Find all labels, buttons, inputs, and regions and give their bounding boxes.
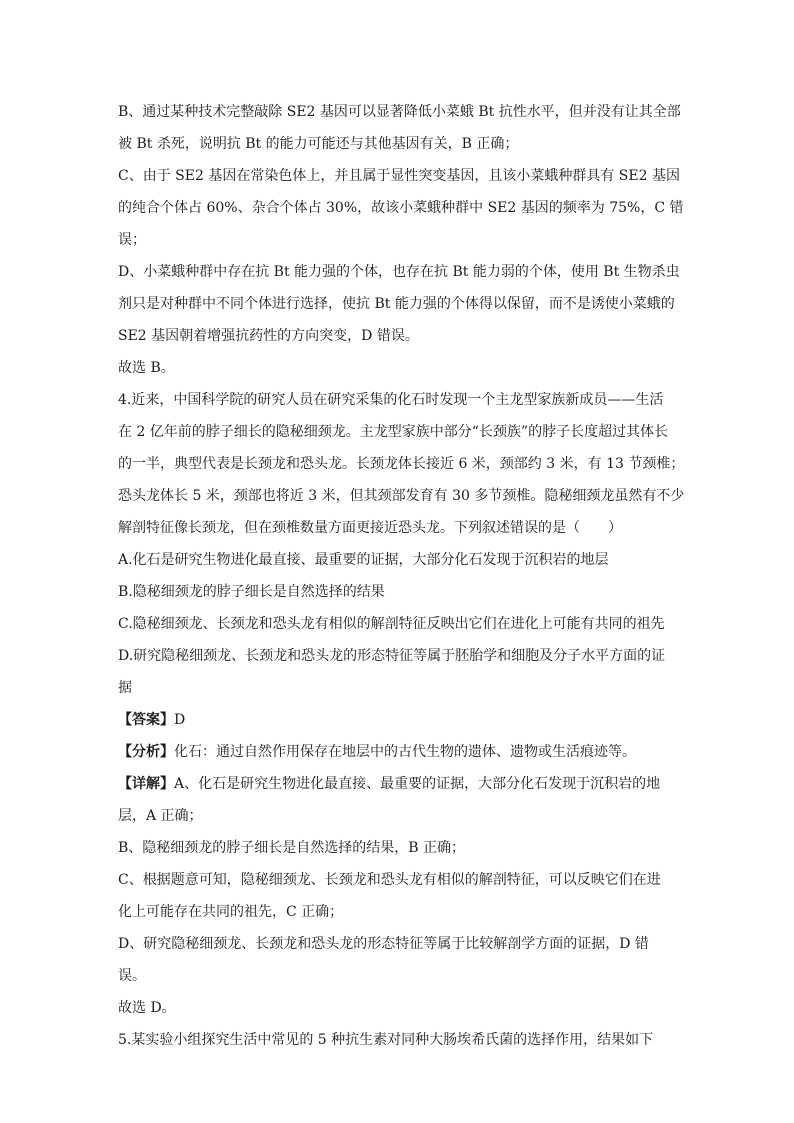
answer-tag: 【答案】: [118, 712, 174, 728]
analysis-tag: 【分析】: [118, 744, 174, 760]
option-b: B.隐秘细颈龙的脖子细长是自然选择的结果: [118, 584, 385, 600]
detail-line: 层，A 正确；: [118, 808, 203, 824]
question-4-line: 的一半，典型代表是长颈龙和恐头龙。长颈龙体长接近 6 米，颈部约 3 米，有 13 节颈椎；: [118, 456, 685, 472]
text-line: 误；: [118, 232, 146, 248]
detail-line: 故选 D。: [118, 1000, 176, 1016]
answer-line: [118, 704, 678, 736]
question-4-line: 4.近来，中国科学院的研究人员在研究采集的化石时发现一个主龙型家族新成员——生活: [118, 392, 664, 408]
analysis-text: 化石：通过自然作用保存在地层中的古代生物的遗体、遗物或生活痕迹等。: [174, 744, 636, 760]
text-line: 被 Bt 杀死，说明抗 Bt 的能力可能还与其他基因有关，B 正确；: [118, 136, 519, 152]
detail-line: B、隐秘细颈龙的脖子细长是自然选择的结果，B 正确；: [118, 840, 466, 856]
option-c: C.隐秘细颈龙、长颈龙和恐头龙有相似的解剖特征反映出它们在进化上可能有共同的祖先: [118, 616, 665, 632]
detail-line: C、根据题意可知，隐秘细颈龙、长颈龙和恐头龙有相似的解剖特征，可以反映它们在进: [118, 872, 661, 888]
option-d: D.研究隐秘细颈龙、长颈龙和恐头龙的形态特征等属于胚胎学和细胞及分子水平方面的证: [118, 648, 666, 664]
text-line: C、由于 SE2 基因在常染色体上，并且属于显性突变基因，且该小菜蛾种群具有 SE2 基因: [118, 168, 680, 184]
text-line: SE2 基因朝着增强抗药性的方向突变，D 错误。: [118, 328, 419, 344]
detail-line: 误。: [118, 968, 146, 984]
answer-text: D: [174, 712, 186, 728]
document-page: [118, 96, 685, 1056]
text-line: B、通过某种技术完整敲除 SE2 基因可以显著降低小菜蛾 Bt 抗性水平，但并没有让其全部: [118, 104, 681, 120]
detail-line: [118, 768, 678, 800]
question-4-line: 在 2 亿年前的脖子细长的隐秘细颈龙。主龙型家族中部分“长颈族”的脖子长度超过其体长: [118, 424, 669, 440]
question-4-line: 解剖特征像长颈龙，但在颈椎数量方面更接近恐头龙。下列叙述错误的是（ ）: [118, 520, 622, 536]
text-line: 的纯合个体占 60%、杂合个体占 30%，故该小菜蛾种群中 SE2 基因的频率为 75%，C 错: [118, 200, 684, 216]
question-5-line: 5.某实验小组探究生活中常见的 5 种抗生素对同种大肠埃希氏菌的选择作用，结果如下: [118, 1032, 654, 1048]
analysis-line: [118, 736, 678, 768]
detail-line: 化上可能存在共同的祖先，C 正确；: [118, 904, 344, 920]
text-line: 剂只是对种群中不同个体进行选择，使抗 Bt 能力强的个体得以保留，而不是诱使小菜蛾的: [118, 296, 675, 312]
detail-text: A、化石是研究生物进化最直接、最重要的证据，大部分化石发现于沉积岩的地: [174, 776, 661, 792]
question-4-line: 恐头龙体长 5 米，颈部也将近 3 米，但其颈部发育有 30 多节颈椎。隐秘细颈龙虽然有不少: [118, 488, 685, 504]
option-d-continued: 据: [118, 680, 132, 696]
option-a: A.化石是研究生物进化最直接、最重要的证据，大部分化石发现于沉积岩的地层: [118, 552, 609, 568]
detail-tag: 【详解】: [118, 776, 174, 792]
text-line: D、小菜蛾种群中存在抗 Bt 能力强的个体，也存在抗 Bt 能力弱的个体，使用 Bt 生物杀虫: [118, 264, 680, 280]
text-line: 故选 B。: [118, 360, 175, 376]
detail-line: D、研究隐秘细颈龙、长颈龙和恐头龙的形态特征等属于比较解剖学方面的证据，D 错: [118, 936, 649, 952]
